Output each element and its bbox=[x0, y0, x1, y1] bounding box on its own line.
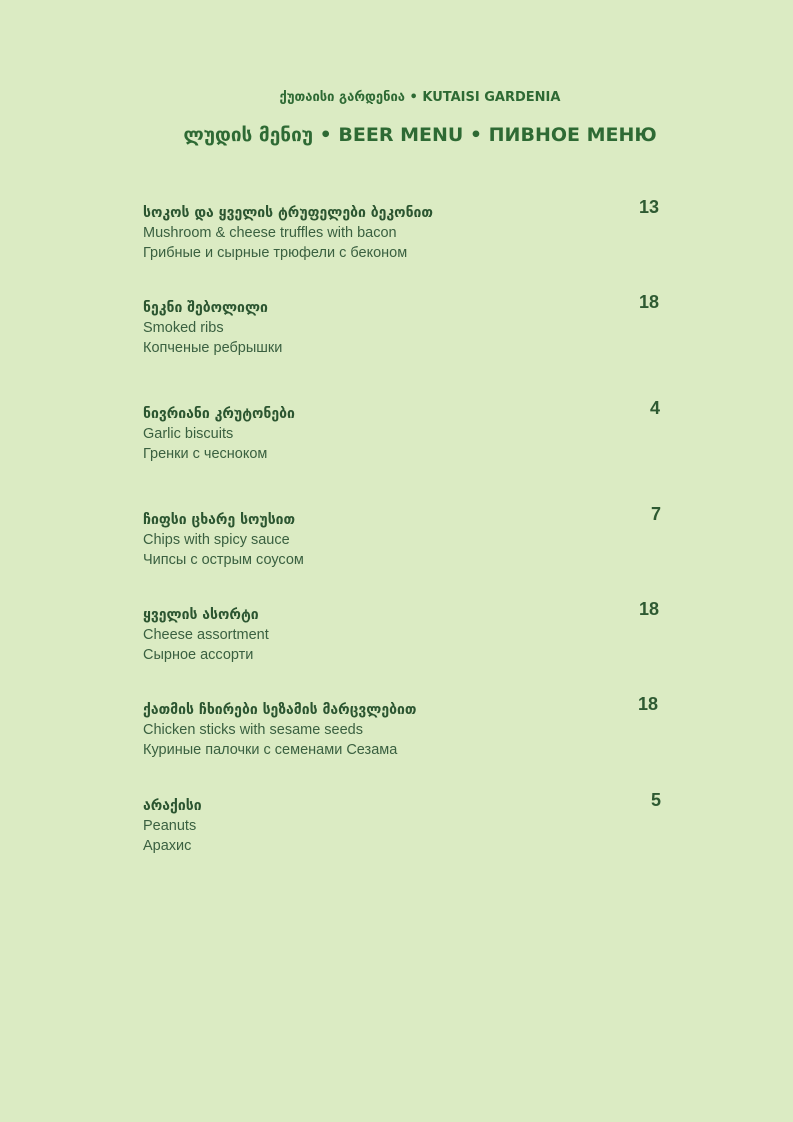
item-price: 18 bbox=[638, 292, 659, 312]
menu-item bbox=[143, 790, 663, 856]
item-name-georgian: არაქისი bbox=[143, 798, 202, 814]
menu-item bbox=[143, 292, 663, 358]
item-price: 5 bbox=[650, 790, 661, 810]
item-name-georgian: ჩიფსი ცხარე სოუსით bbox=[143, 512, 296, 528]
item-name-russian: Сырное ассорти bbox=[143, 647, 254, 663]
item-name-russian: Грибные и сырные трюфели с беконом bbox=[143, 245, 408, 261]
item-price: 18 bbox=[638, 599, 659, 619]
item-price: 13 bbox=[638, 197, 659, 217]
menu-item bbox=[143, 398, 663, 464]
item-name-russian: Гренки с чесноком bbox=[143, 446, 268, 462]
item-name-georgian: ნივრიანი კრუტონები bbox=[143, 406, 295, 422]
item-name-russian: Куриные палочки с семенами Сезама bbox=[143, 742, 398, 758]
item-name-english: Peanuts bbox=[143, 818, 197, 834]
item-name-english: Chips with spicy sauce bbox=[143, 532, 290, 548]
menu-item bbox=[143, 504, 663, 570]
item-price: 7 bbox=[650, 504, 661, 524]
item-name-russian: Чипсы с острым соусом bbox=[143, 552, 304, 568]
item-price: 18 bbox=[637, 694, 658, 714]
item-name-russian: Копченые ребрышки bbox=[143, 340, 283, 356]
menu-item bbox=[143, 694, 663, 760]
item-name-english: Smoked ribs bbox=[143, 320, 224, 336]
item-name-russian: Арахис bbox=[143, 838, 192, 854]
menu-title: ლუდის მენიუ • BEER MENU • ПИВНОЕ МЕНЮ bbox=[183, 124, 657, 146]
item-name-english: Cheese assortment bbox=[143, 627, 269, 643]
item-name-georgian: ყველის ასორტი bbox=[143, 607, 259, 623]
item-name-georgian: ნეკნი შებოლილი bbox=[143, 300, 268, 316]
item-name-english: Mushroom & cheese truffles with bacon bbox=[143, 225, 397, 241]
restaurant-name: ქუთაისი გარდენია • KUTAISI GARDENIA bbox=[279, 90, 561, 105]
menu-item bbox=[143, 599, 663, 665]
menu-item bbox=[143, 197, 663, 263]
item-name-english: Chicken sticks with sesame seeds bbox=[143, 722, 363, 738]
item-price: 4 bbox=[649, 398, 660, 418]
item-name-english: Garlic biscuits bbox=[143, 426, 234, 442]
item-name-georgian: სოკოს და ყველის ტრუფელები ბეკონით bbox=[143, 205, 434, 221]
item-name-georgian: ქათმის ჩხირები სეზამის მარცვლებით bbox=[143, 702, 417, 718]
